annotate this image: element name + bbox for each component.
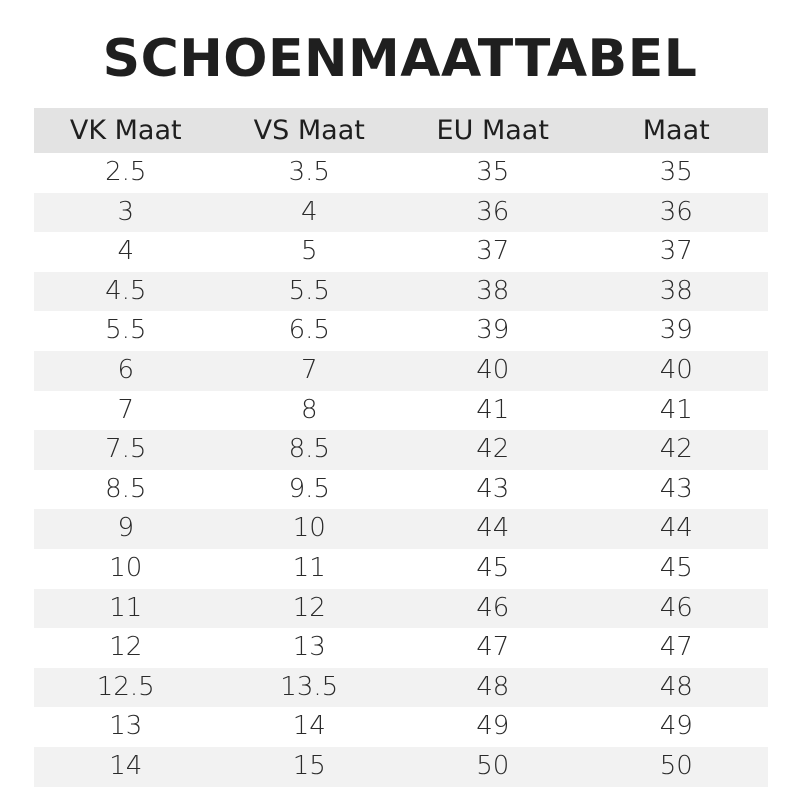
cell-vs-size: 8: [300, 394, 318, 425]
cell-eu-size: 50: [476, 750, 510, 781]
cell-vk-size: 11: [109, 592, 143, 623]
table-row: [34, 430, 768, 470]
cell-size: 47: [659, 632, 693, 663]
table-row: [34, 272, 768, 312]
table-row: [34, 549, 768, 589]
cell-vk-size: 10: [109, 552, 143, 583]
cell-vs-size: 13: [292, 632, 326, 663]
cell-vk-size: 8.5: [105, 473, 147, 504]
table-body: [34, 153, 768, 787]
cell-size: 48: [659, 671, 693, 702]
cell-eu-size: 47: [476, 632, 510, 663]
cell-eu-size: 43: [476, 473, 510, 504]
cell-vk-size: 6: [117, 354, 135, 385]
cell-vk-size: 2.5: [105, 157, 147, 187]
table-row: [34, 232, 768, 272]
column-header-eu: EU Maat: [436, 115, 549, 146]
cell-vk-size: 14: [109, 750, 143, 781]
cell-size: 49: [659, 711, 693, 742]
cell-size: 44: [659, 513, 693, 544]
cell-eu-size: 38: [476, 275, 510, 306]
cell-size: 35: [659, 157, 693, 187]
cell-size: 38: [659, 275, 693, 306]
cell-size: 41: [659, 394, 693, 425]
cell-eu-size: 48: [476, 671, 510, 702]
table-row: [34, 589, 768, 629]
cell-eu-size: 39: [476, 315, 510, 346]
cell-eu-size: 45: [476, 552, 510, 583]
cell-eu-size: 37: [476, 236, 510, 267]
table-row: [34, 509, 768, 549]
cell-eu-size: 42: [476, 434, 510, 465]
column-header-maat: Maat: [642, 115, 710, 146]
table-row: [34, 311, 768, 351]
table-row: [34, 628, 768, 668]
cell-vs-size: 7: [300, 354, 318, 385]
table-row: [34, 747, 768, 787]
cell-vs-size: 9.5: [288, 473, 330, 504]
cell-vs-size: 8.5: [288, 434, 330, 465]
table-row: [34, 391, 768, 431]
cell-eu-size: 49: [476, 711, 510, 742]
cell-vs-size: 3.5: [288, 157, 330, 187]
table-row: [34, 351, 768, 391]
cell-vs-size: 4: [300, 196, 318, 227]
cell-vs-size: 5.5: [288, 275, 330, 306]
cell-vk-size: 4: [117, 236, 135, 267]
table-header: [34, 108, 768, 153]
cell-vs-size: 15: [292, 750, 326, 781]
cell-vk-size: 12: [109, 632, 143, 663]
cell-vk-size: 13: [109, 711, 143, 742]
cell-eu-size: 35: [476, 157, 510, 187]
cell-eu-size: 36: [476, 196, 510, 227]
cell-size: 45: [659, 552, 693, 583]
cell-size: 43: [659, 473, 693, 504]
cell-eu-size: 46: [476, 592, 510, 623]
column-header-vk: VK Maat: [69, 115, 182, 146]
cell-size: 36: [659, 196, 693, 227]
cell-eu-size: 41: [476, 394, 510, 425]
cell-vk-size: 3: [117, 196, 135, 227]
cell-vs-size: 5: [300, 236, 318, 267]
cell-vk-size: 9: [117, 513, 135, 544]
cell-vs-size: 11: [292, 552, 326, 583]
cell-vk-size: 4.5: [105, 275, 147, 306]
table-row: [34, 153, 768, 193]
cell-vk-size: 7.5: [105, 434, 147, 465]
cell-size: 37: [659, 236, 693, 267]
table-row: [34, 668, 768, 708]
cell-eu-size: 40: [476, 354, 510, 385]
cell-vs-size: 6.5: [288, 315, 330, 346]
cell-size: 40: [659, 354, 693, 385]
table-row: [34, 707, 768, 747]
cell-vk-size: 12.5: [96, 671, 155, 702]
table-row: [34, 470, 768, 510]
page-title: SCHOENMAATTABEL: [102, 29, 698, 89]
column-header-vs: VS Maat: [253, 115, 365, 146]
cell-vk-size: 7: [117, 394, 135, 425]
cell-size: 42: [659, 434, 693, 465]
cell-size: 39: [659, 315, 693, 346]
size-table: [34, 108, 768, 787]
cell-eu-size: 44: [476, 513, 510, 544]
cell-size: 50: [659, 750, 693, 781]
cell-vk-size: 5.5: [105, 315, 147, 346]
cell-vs-size: 14: [292, 711, 326, 742]
cell-vs-size: 13.5: [280, 671, 339, 702]
table-row: [34, 193, 768, 233]
cell-size: 46: [659, 592, 693, 623]
cell-vs-size: 10: [292, 513, 326, 544]
cell-vs-size: 12: [292, 592, 326, 623]
